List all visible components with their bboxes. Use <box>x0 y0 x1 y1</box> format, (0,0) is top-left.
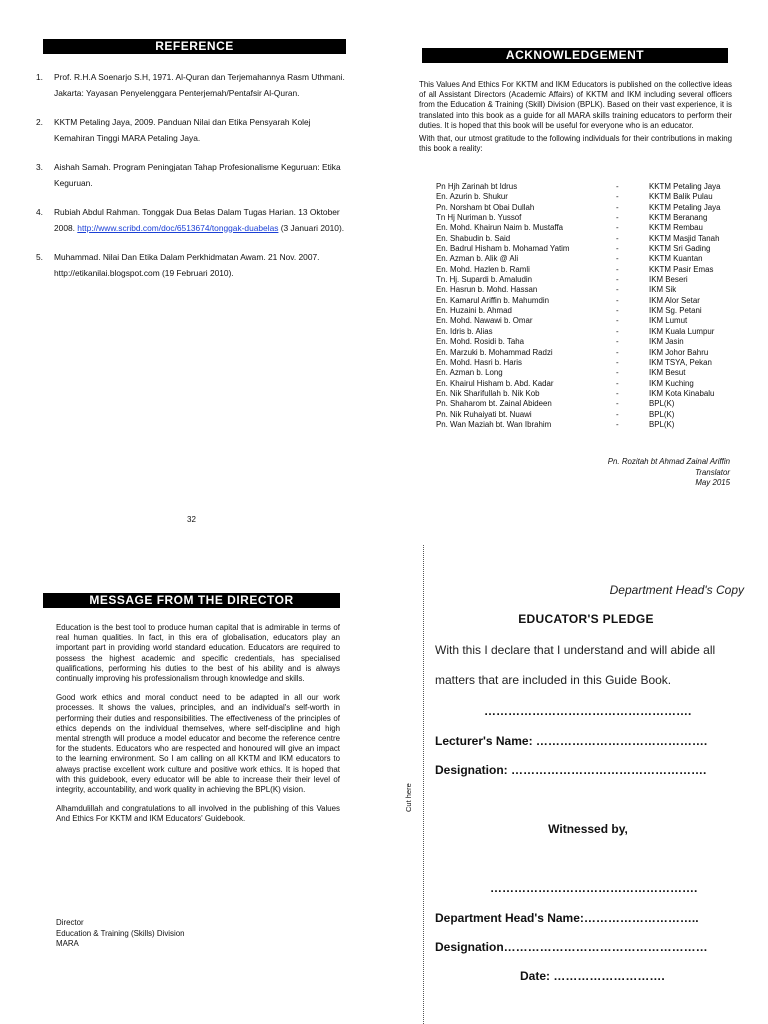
contributor-row <box>436 223 736 233</box>
contributor-name: Pn. Shaharom bt. Zainal Abideen <box>436 399 552 409</box>
contributor-row <box>436 275 736 285</box>
director-message <box>56 623 340 834</box>
contributor-dash: - <box>616 357 619 367</box>
acknowledgement-paragraph: With that, our utmost gratitude to the following individuals for their contributions in making this book a reality: <box>419 134 732 154</box>
contributor-row <box>436 265 736 275</box>
contributor-institution: IKM Kuala Lumpur <box>649 326 715 336</box>
contributor-dash: - <box>616 419 619 429</box>
contributor-institution: KKTM Sri Gading <box>649 244 711 254</box>
contributor-dash: - <box>616 337 619 347</box>
contributor-name: Tn. Hj. Supardi b. Amaludin <box>436 275 533 285</box>
contributor-institution: KKTM Petaling Jaya <box>649 202 721 212</box>
page-number: 32 <box>187 515 196 524</box>
contributor-name: En. Badrul Hisham b. Mohamad Yatim <box>436 244 570 254</box>
contributor-institution: IKM Johor Bahru <box>649 347 709 357</box>
list-item <box>36 115 346 146</box>
contributor-dash: - <box>616 378 619 388</box>
director-signature <box>56 918 185 950</box>
contributor-institution: IKM Kota Kinabalu <box>649 388 715 398</box>
contributor-institution: KKTM Kuantan <box>649 254 703 264</box>
contributor-dash: - <box>616 213 619 223</box>
list-item <box>36 205 346 236</box>
director-title: Director <box>56 918 84 927</box>
contributor-row <box>436 182 736 192</box>
reference-text: KKTM Petaling Jaya, 2009. Panduan Nilai dan Etika Pensyarah Kolej Kemahiran Tinggi MARA Petaling Jaya. <box>54 117 311 143</box>
head-signature-line: ……………………………………………. <box>490 881 698 895</box>
reference-text <box>54 205 346 236</box>
contributor-dash: - <box>616 264 619 274</box>
contributor-dash: - <box>616 285 619 295</box>
contributor-name: En. Azurin b. Shukur <box>436 192 508 202</box>
contributor-row <box>436 327 736 337</box>
contributor-row <box>436 285 736 295</box>
contributor-name: En. Shabudin b. Said <box>436 233 511 243</box>
director-paragraph: Good work ethics and moral conduct need to be adapted in all our work processes. It shows the values, principles, and an individual's self-worth in performing their duties and responsibilities. The effectiveness of the principles of ethics depends on the individual themselves, where self-discipline and high mental strength will produce a model educator and become the reference centre for the students. Educators who are respected and honoured will give an impact to the learning environment. So I am calling on all KKTM and IKM educators to always practise excellent work culture and positive work ethics. It is hoped that with this guidebook, every educator will be able to increase their their level of integrity, accountability, and work quality in achieving the BPL(K) vision. <box>56 693 340 795</box>
acknowledgement-heading: ACKNOWLEDGEMENT <box>422 48 728 63</box>
reference-list <box>36 70 346 295</box>
contributor-dash: - <box>616 388 619 398</box>
contributor-name: En. Khairul Hisham b. Abd. Kadar <box>436 378 554 388</box>
translator-role: Translator <box>695 467 730 477</box>
acknowledgement-body <box>419 80 732 157</box>
contributor-institution: IKM Lumut <box>649 316 688 326</box>
reference-number: 1. <box>36 72 43 82</box>
contributor-dash: - <box>616 306 619 316</box>
reference-number: 5. <box>36 252 43 262</box>
witness-label: Witnessed by, <box>548 822 628 836</box>
director-paragraph: Education is the best tool to produce human capital that is admirable in terms of real human qualities. In fact, in this era of globalisation, educators play an important part in providing world standard education. Educators are required to possess the highest academic and specific credentials, has specialised qualifications, performing his duties to the best of his ability and is always continually improving his professionalism through knowledge and skills. <box>56 623 340 684</box>
contributor-row <box>436 389 736 399</box>
contributor-dash: - <box>616 399 619 409</box>
contributor-dash: - <box>616 254 619 264</box>
contributor-institution: IKM Sg. Petani <box>649 306 702 316</box>
translator-signature <box>560 457 730 489</box>
director-heading: MESSAGE FROM THE DIRECTOR <box>43 593 340 608</box>
contributor-institution: KKTM Masjid Tanah <box>649 233 720 243</box>
contributor-row <box>436 358 736 368</box>
contributor-name: En. Huzaini b. Ahmad <box>436 306 512 316</box>
contributor-institution: KKTM Pasir Emas <box>649 264 714 274</box>
pledge-statement-line: matters that are included in this Guide Book. <box>435 673 672 687</box>
contributor-institution: KKTM Beranang <box>649 213 708 223</box>
contributor-name: En. Mohd. Rosidi b. Taha <box>436 337 525 347</box>
list-item <box>36 70 346 101</box>
contributor-name: En. Azman b. Alik @ Ali <box>436 254 519 264</box>
contributor-row <box>436 348 736 358</box>
department-head-name-field: Department Head's Name:……………………….. <box>435 911 699 925</box>
cut-line <box>423 545 424 1024</box>
contributor-institution: IKM Besut <box>649 368 686 378</box>
contributor-institution: IKM TSYA, Pekan <box>649 357 712 367</box>
contributor-institution: KKTM Rembau <box>649 223 703 233</box>
reference-text-main: Rubiah Abdul Rahman. Tonggak Dua Belas Dalam Tugas Harian. 13 Oktober 2008. <box>54 207 340 233</box>
contributor-list <box>436 182 736 430</box>
contributor-name: Pn. Nik Ruhaiyati bt. Nuawi <box>436 409 532 419</box>
contributor-row <box>436 399 736 409</box>
contributor-institution: IKM Beseri <box>649 275 688 285</box>
contributor-dash: - <box>616 347 619 357</box>
pledge-title: EDUCATOR'S PLEDGE <box>518 612 654 626</box>
reference-text: Aishah Samah. Program Peningjatan Tahap Profesionalisme Keguruan: Etika Keguruan. <box>54 162 341 188</box>
contributor-row <box>436 234 736 244</box>
contributor-dash: - <box>616 368 619 378</box>
contributor-dash: - <box>616 233 619 243</box>
contributor-name: Pn Hjh Zarinah bt Idrus <box>436 182 518 191</box>
contributor-dash: - <box>616 295 619 305</box>
translator-date: May 2015 <box>695 478 730 487</box>
contributor-row <box>436 192 736 202</box>
contributor-name: En. Mohd. Hazlen b. Ramli <box>436 264 530 274</box>
reference-number: 2. <box>36 117 43 127</box>
contributor-dash: - <box>616 223 619 233</box>
acknowledgement-paragraph: This Values And Ethics For KKTM and IKM Educators is published on the collective ideas of all Assistant Directors (Academic Affairs) of KKTM and IKM including several officers from the Education & Training (Skill) Division (BPLK). Based on their vast experience, it is translated into this book as a guide for all MARA skills training educators to perform their duties. It is hoped that this book will be useful for everyone who is an educator. <box>419 80 732 130</box>
contributor-dash: - <box>616 316 619 326</box>
reference-number: 3. <box>36 162 43 172</box>
translator-name: Pn. Rozitah bt Ahmad Zainal Ariffin <box>607 457 730 466</box>
contributor-name: En. Nik Sharifullah b. Nik Kob <box>436 388 540 398</box>
contributor-dash: - <box>616 182 619 191</box>
contributor-name: En. Azman b. Long <box>436 368 503 378</box>
lecturer-designation-field: Designation: …………………………………………. <box>435 763 707 777</box>
list-item <box>36 250 346 281</box>
director-paragraph: Alhamdulillah and congratulations to all involved in the publishing of this Values And Ethics For KKTM and IKM Educators' Guidebook. <box>56 804 340 824</box>
lecturer-name-field: Lecturer's Name: ……………………………………. <box>435 734 708 748</box>
contributor-dash: - <box>616 326 619 336</box>
contributor-name: En. Idris b. Alias <box>436 326 493 336</box>
contributor-institution: IKM Alor Setar <box>649 295 700 305</box>
contributor-name: Pn. Wan Maziah bt. Wan Ibrahim <box>436 419 552 429</box>
contributor-row <box>436 244 736 254</box>
contributor-institution: BPL(K) <box>649 399 675 409</box>
cut-label: Cut here <box>404 783 413 812</box>
contributor-institution: IKM Sik <box>649 285 677 295</box>
reference-heading: REFERENCE <box>43 39 346 54</box>
contributor-dash: - <box>616 192 619 202</box>
contributor-dash: - <box>616 202 619 212</box>
reference-text-after: (3 Januari 2010). <box>278 222 345 233</box>
contributor-institution: KKTM Petaling Jaya <box>649 182 721 191</box>
director-organisation: MARA <box>56 939 79 948</box>
director-division: Education & Training (Skills) Division <box>56 928 185 938</box>
reference-text: Muhammad. Nilai Dan Etika Dalam Perkhidmatan Awam. 21 Nov. 2007. http://etikanilai.blogspot.com (19 Februari 2010). <box>54 252 320 278</box>
contributor-name: En. Mohd. Hasri b. Haris <box>436 357 522 367</box>
contributor-dash: - <box>616 244 619 254</box>
contributor-dash: - <box>616 275 619 285</box>
contributor-row <box>436 337 736 347</box>
department-head-designation-field: Designation…………………………………………… <box>435 940 708 954</box>
contributor-row <box>436 254 736 264</box>
contributor-name: En. Mohd. Khairun Naim b. Mustaffa <box>436 223 564 233</box>
contributor-row <box>436 410 736 420</box>
contributor-name: En. Hasrun b. Mohd. Hassan <box>436 285 538 295</box>
contributor-row <box>436 316 736 326</box>
contributor-institution: BPL(K) <box>649 419 675 429</box>
contributor-row <box>436 306 736 316</box>
contributor-row <box>436 368 736 378</box>
reference-text: Prof. R.H.A Soenarjo S.H, 1971. Al-Quran dan Terjemahannya Rasm Uthmani. Jakarta: Yayasan Penyelenggara Penterjemah/Pentafsir Al-Quran. <box>54 72 345 98</box>
contributor-row <box>436 296 736 306</box>
pledge-statement-line: With this I declare that I understand and will abide all <box>435 643 716 657</box>
contributor-row <box>436 213 736 223</box>
contributor-institution: KKTM Balik Pulau <box>649 192 713 202</box>
contributor-name: Tn Hj Nuriman b. Yussof <box>436 213 522 223</box>
contributor-name: En. Kamarul Ariffin b. Mahumdin <box>436 295 550 305</box>
contributor-institution: IKM Jasin <box>649 337 684 347</box>
lecturer-signature-line: ……………………………………………. <box>484 704 692 718</box>
contributor-row <box>436 420 736 430</box>
date-field: Date: ………………………. <box>520 969 665 983</box>
contributor-row <box>436 203 736 213</box>
contributor-name: En. Mohd. Nawawi b. Omar <box>436 316 533 326</box>
reference-number: 4. <box>36 207 43 217</box>
list-item <box>36 160 346 191</box>
contributor-institution: IKM Kuching <box>649 378 694 388</box>
contributor-name: Pn. Norsham bt Obai Dullah <box>436 202 535 212</box>
contributor-institution: BPL(K) <box>649 409 675 419</box>
copy-label: Department Head's Copy <box>609 583 744 597</box>
reference-link[interactable]: http://www.scribd.com/doc/6513674/tonggak-duabelas <box>77 222 279 233</box>
contributor-name: En. Marzuki b. Mohammad Radzi <box>436 347 553 357</box>
contributor-dash: - <box>616 409 619 419</box>
contributor-row <box>436 379 736 389</box>
